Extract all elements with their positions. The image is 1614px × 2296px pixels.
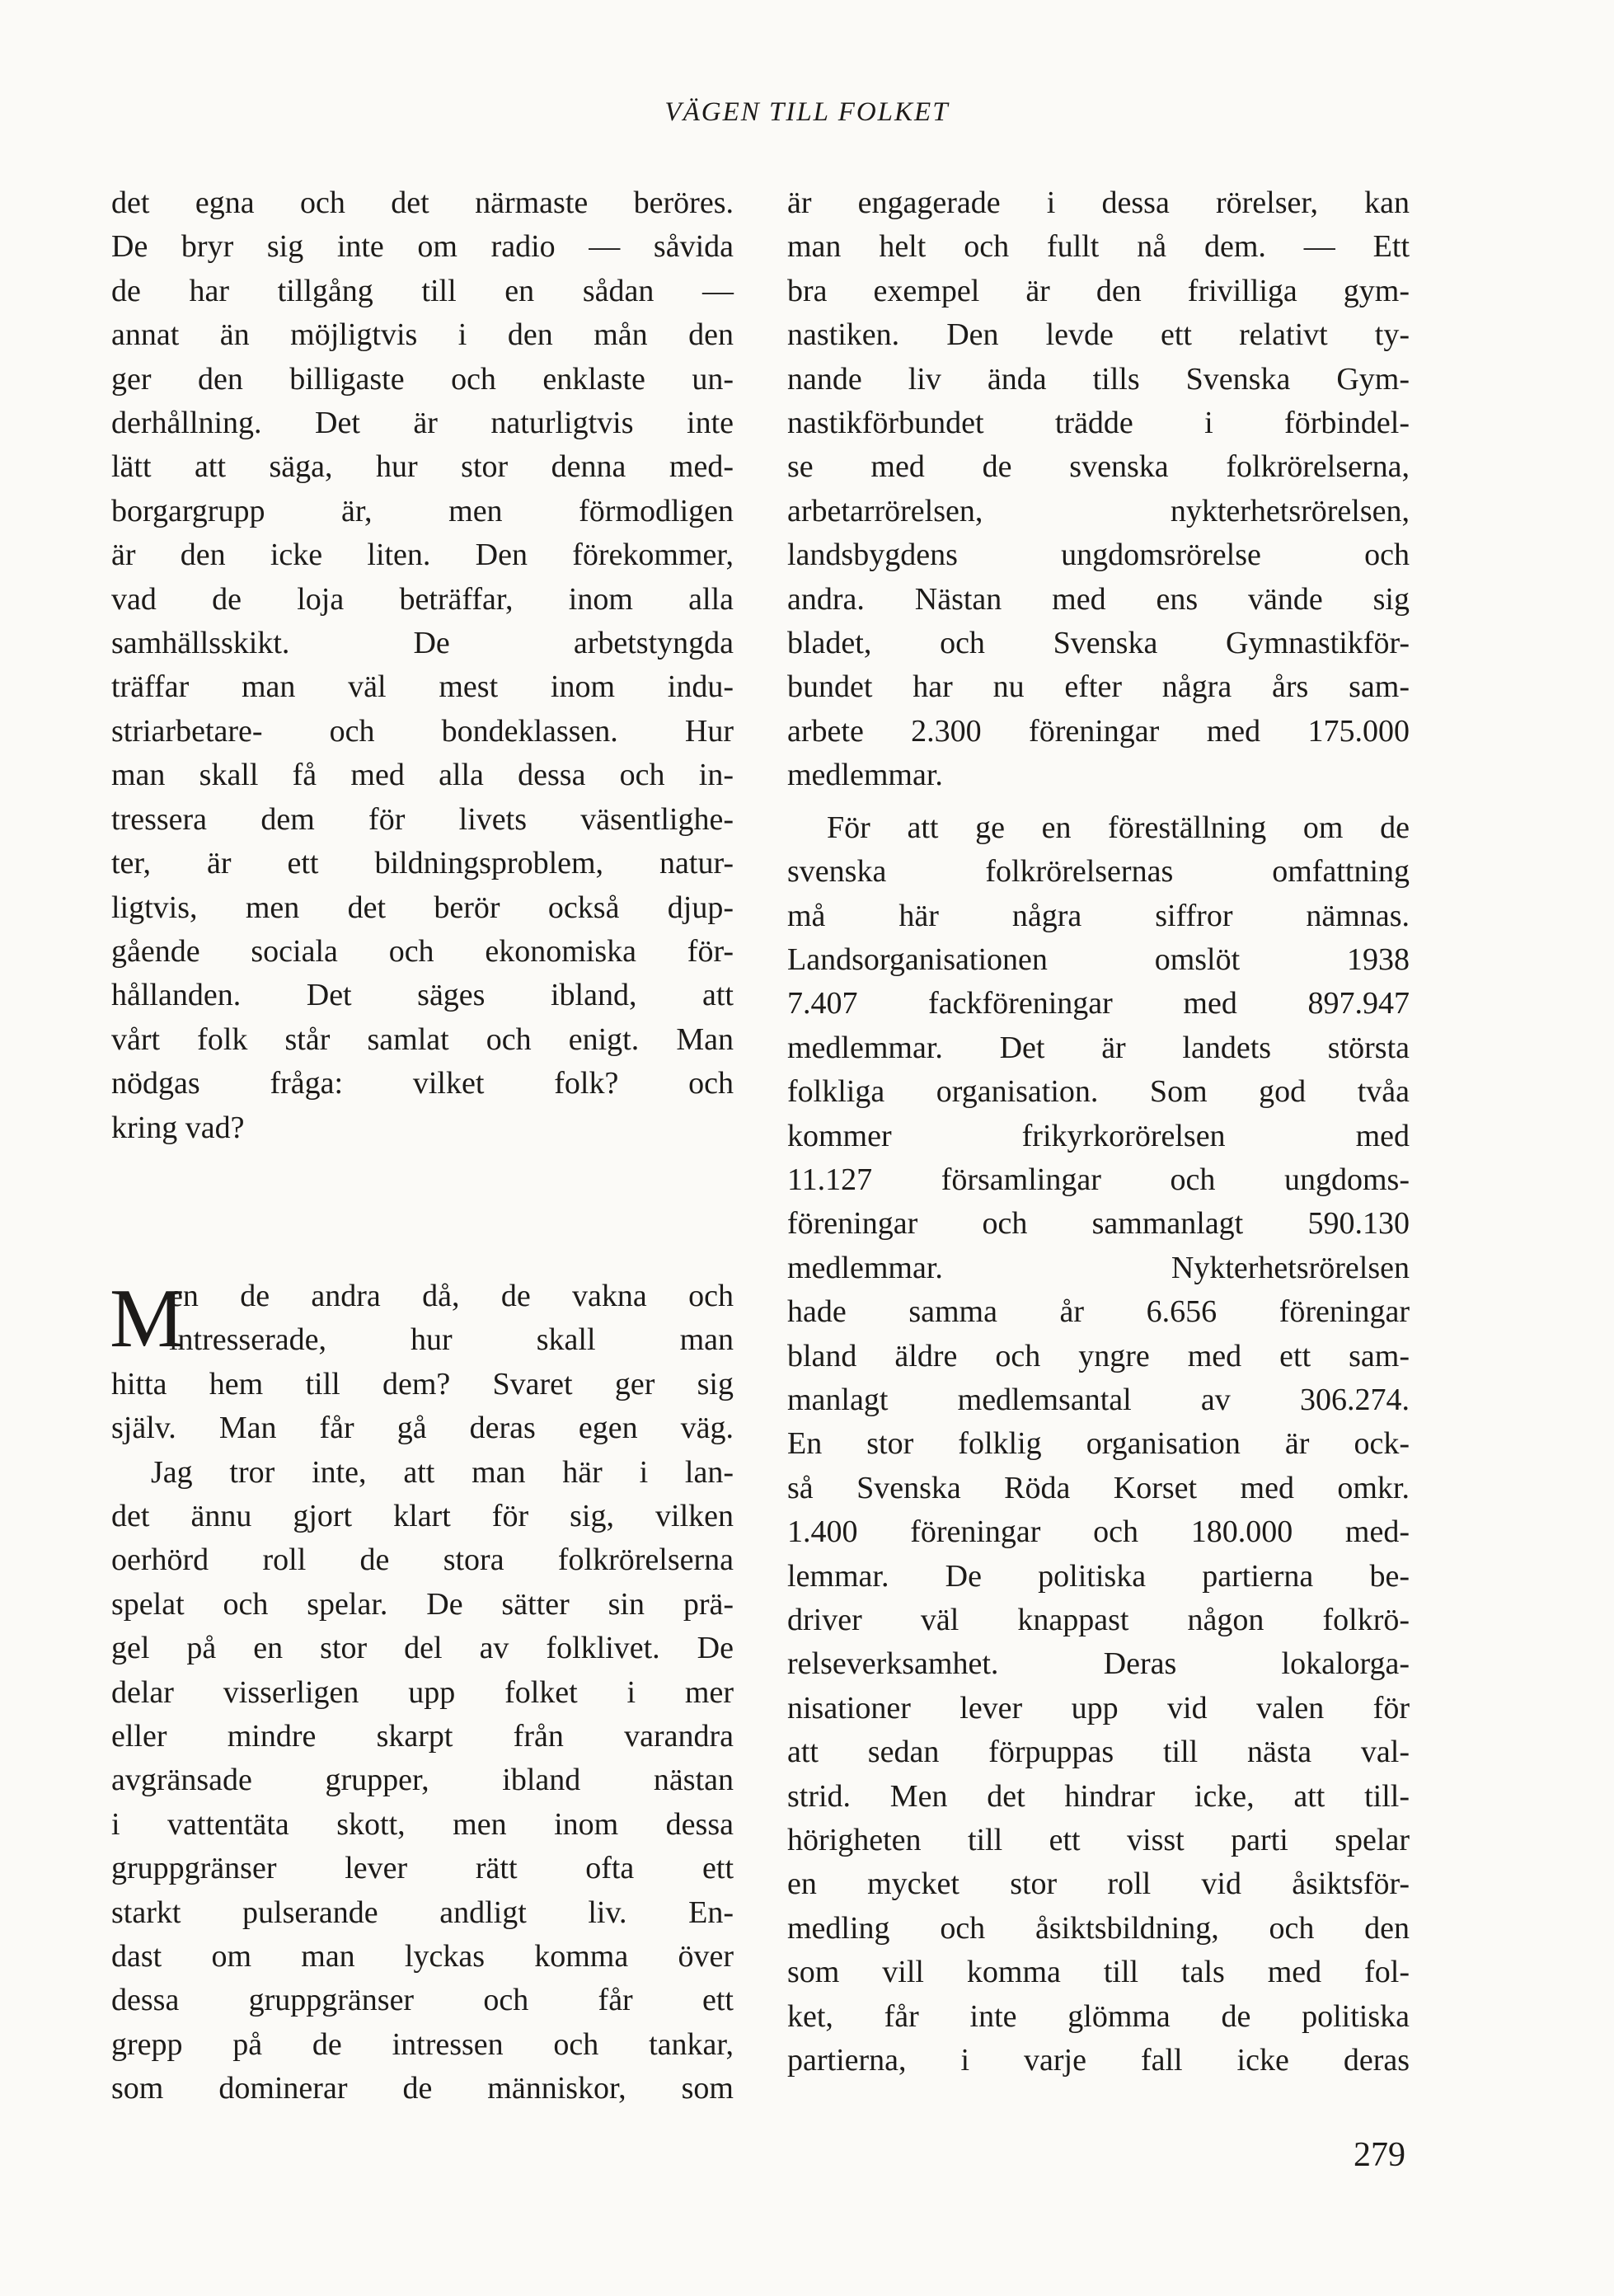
text-line: partierna, i varje fall icke deras bbox=[787, 2043, 1410, 2078]
text-line: själv. Man får gå deras egen väg. bbox=[111, 1411, 734, 1446]
text-line: dast om man lyckas komma över bbox=[111, 1939, 734, 1974]
text-line: samhällsskikt. De arbetstyngda bbox=[111, 626, 734, 661]
text-line: nisationer lever upp vid valen för bbox=[787, 1690, 1410, 1726]
text-line: det egna och det närmaste beröres. bbox=[111, 185, 734, 220]
text-line: bundet har nu efter några års sam- bbox=[787, 669, 1410, 705]
text-line: En stor folklig organisation är ock- bbox=[787, 1426, 1410, 1462]
text-line: ligtvis, men det berör också djup- bbox=[111, 890, 734, 925]
drop-cap: M bbox=[110, 1271, 185, 1365]
paragraph-3 bbox=[111, 1451, 734, 2111]
text-line: intresserade, hur skall man bbox=[169, 1322, 734, 1358]
text-line: medlemmar. bbox=[787, 758, 943, 793]
text-line: Landsorganisationen omslöt 1938 bbox=[787, 941, 1410, 977]
text-line: landsbygdens ungdomsrörelse och bbox=[787, 538, 1410, 573]
text-line: hörigheten till ett visst parti spelar bbox=[787, 1823, 1410, 1858]
text-line: folkliga organisation. Som god tvåa bbox=[787, 1074, 1410, 1110]
text-line: svenska folkrörelsernas omfattning bbox=[787, 854, 1410, 890]
text-line: bladet, och Svenska Gymnastikför- bbox=[787, 626, 1410, 661]
text-line-content: en de andra då, de vakna och bbox=[169, 1278, 734, 1313]
text-line: 11.127 församlingar och ungdoms- bbox=[787, 1162, 1410, 1197]
text-line: tressera dem för livets väsentlighe- bbox=[111, 801, 734, 837]
section-break bbox=[111, 1150, 734, 1275]
text-line: striarbetare- och bondeklassen. Hur bbox=[111, 713, 734, 749]
text-line: derhållning. Det är naturligtvis inte bbox=[111, 406, 734, 441]
text-line: annat än möjligtvis i den mån den bbox=[111, 317, 734, 353]
text-line: lätt att säga, hur stor denna med- bbox=[111, 449, 734, 485]
text-line: andra. Nästan med ens vände sig bbox=[787, 581, 1410, 617]
text-line: arbete 2.300 föreningar med 175.000 bbox=[787, 713, 1410, 749]
text-line: 7.407 fackföreningar med 897.947 bbox=[787, 986, 1410, 1021]
text-line: ter, är ett bildningsproblem, natur- bbox=[111, 846, 734, 881]
text-line: må här några siffror nämnas. bbox=[787, 898, 1410, 933]
text-line: är engagerade i dessa rörelser, kan bbox=[787, 185, 1410, 220]
text-line: se med de svenska folkrörelserna, bbox=[787, 449, 1410, 485]
text-line: hade samma år 6.656 föreningar bbox=[787, 1294, 1410, 1330]
text-line: i vattentäta skott, men inom dessa bbox=[111, 1806, 734, 1842]
text-line: hitta hem till dem? Svaret ger sig bbox=[111, 1366, 734, 1402]
text-line: bra exempel är den frivilliga gym- bbox=[787, 273, 1410, 308]
text-line: grepp på de intressen och tankar, bbox=[111, 2026, 734, 2062]
text-line: medlemmar. Nykterhetsrörelsen bbox=[787, 1250, 1410, 1285]
text-line: hållanden. Det säges ibland, att bbox=[111, 978, 734, 1013]
text-line: de har tillgång till en sådan — bbox=[111, 273, 734, 308]
text-line: kommer frikyrkorörelsen med bbox=[787, 1118, 1410, 1153]
text-line: dessa gruppgränser och får ett bbox=[111, 1983, 734, 2018]
paragraph-5 bbox=[787, 806, 1410, 2083]
text-line: vårt folk står samlat och enigt. Man bbox=[111, 1021, 734, 1057]
text-line: föreningar och sammanlagt 590.130 bbox=[787, 1206, 1410, 1242]
text-line: manlagt medlemsantal av 306.274. bbox=[787, 1382, 1410, 1417]
text-line: För att ge en föreställning om de bbox=[827, 810, 1410, 845]
page-number: 279 bbox=[1354, 2136, 1405, 2174]
text-line: att sedan förpuppas till nästa val- bbox=[787, 1735, 1410, 1770]
text-line: ket, får inte glömma de politiska bbox=[787, 1998, 1410, 2034]
text-line: nande liv ända tills Svenska Gym- bbox=[787, 361, 1410, 397]
text-line: så Svenska Röda Korset med omkr. bbox=[787, 1470, 1410, 1505]
text-line: bland äldre och yngre med ett sam- bbox=[787, 1338, 1410, 1373]
text-line: Jag tror inte, att man här i lan- bbox=[151, 1454, 734, 1490]
text-line: 1.400 föreningar och 180.000 med- bbox=[787, 1514, 1410, 1550]
text-line: eller mindre skarpt från varandra bbox=[111, 1719, 734, 1754]
text-line: medling och åsiktsbildning, och den bbox=[787, 1910, 1410, 1946]
text-line: träffar man väl mest inom indu- bbox=[111, 669, 734, 705]
text-line: driver väl knappast någon folkrö- bbox=[787, 1603, 1410, 1637]
text-line: relseverksamhet. Deras lokalorga- bbox=[787, 1646, 1410, 1682]
paragraph-gap bbox=[787, 798, 1410, 806]
running-header: VÄGEN TILL FOLKET bbox=[664, 97, 950, 127]
text-line: gående sociala och ekonomiska för- bbox=[111, 933, 734, 969]
text-line: arbetarrörelsen, nykterhetsrörelsen, bbox=[787, 493, 1410, 528]
text-line: medlemmar. Det är landets största bbox=[787, 1030, 1410, 1065]
text-line: delar visserligen upp folket i mer bbox=[111, 1674, 734, 1710]
text-line: strid. Men det hindrar icke, att till- bbox=[787, 1778, 1410, 1814]
text-line: är den icke liten. Den förekommer, bbox=[111, 538, 734, 573]
text-line: gruppgränser lever rätt ofta ett bbox=[111, 1851, 734, 1886]
left-column bbox=[111, 181, 734, 2111]
paragraph-4 bbox=[787, 181, 1410, 798]
text-line: man helt och fullt nå dem. — Ett bbox=[787, 229, 1410, 265]
text-line: nödgas fråga: vilket folk? och bbox=[111, 1066, 734, 1101]
paragraph-2 bbox=[110, 1271, 734, 1451]
text-line: nastikförbundet trädde i förbindel- bbox=[787, 406, 1410, 441]
text-line: som dominerar de människor, som bbox=[111, 2071, 734, 2106]
text-line: spelat och spelar. De sätter sin prä- bbox=[111, 1586, 734, 1622]
text-line: man skall få med alla dessa och in- bbox=[111, 758, 734, 793]
text-line: avgränsade grupper, ibland nästan bbox=[111, 1763, 734, 1798]
text-line: som vill komma till tals med fol- bbox=[787, 1955, 1410, 1990]
text-line: starkt pulserande andligt liv. En- bbox=[111, 1895, 734, 1930]
text-line: ger den billigaste och enklaste un- bbox=[111, 361, 734, 397]
text-line: nastiken. Den levde ett relativt ty- bbox=[787, 317, 1410, 353]
right-column bbox=[787, 181, 1410, 2082]
text-line: kring vad? bbox=[111, 1110, 245, 1145]
text-line: borgargrupp är, men förmodligen bbox=[111, 493, 734, 528]
text-line: en mycket stor roll vid åsiktsför- bbox=[787, 1866, 1410, 1902]
text-line: gel på en stor del av folklivet. De bbox=[111, 1631, 734, 1666]
text-line: oerhörd roll de stora folkrörelserna bbox=[111, 1542, 734, 1578]
text-line: vad de loja beträffar, inom alla bbox=[111, 581, 734, 617]
text-line: De bryr sig inte om radio — såvida bbox=[111, 229, 734, 265]
text-line: lemmar. De politiska partierna be- bbox=[787, 1558, 1410, 1594]
paragraph-1 bbox=[111, 181, 734, 1150]
text-line: det ännu gjort klart för sig, vilken bbox=[111, 1498, 734, 1533]
